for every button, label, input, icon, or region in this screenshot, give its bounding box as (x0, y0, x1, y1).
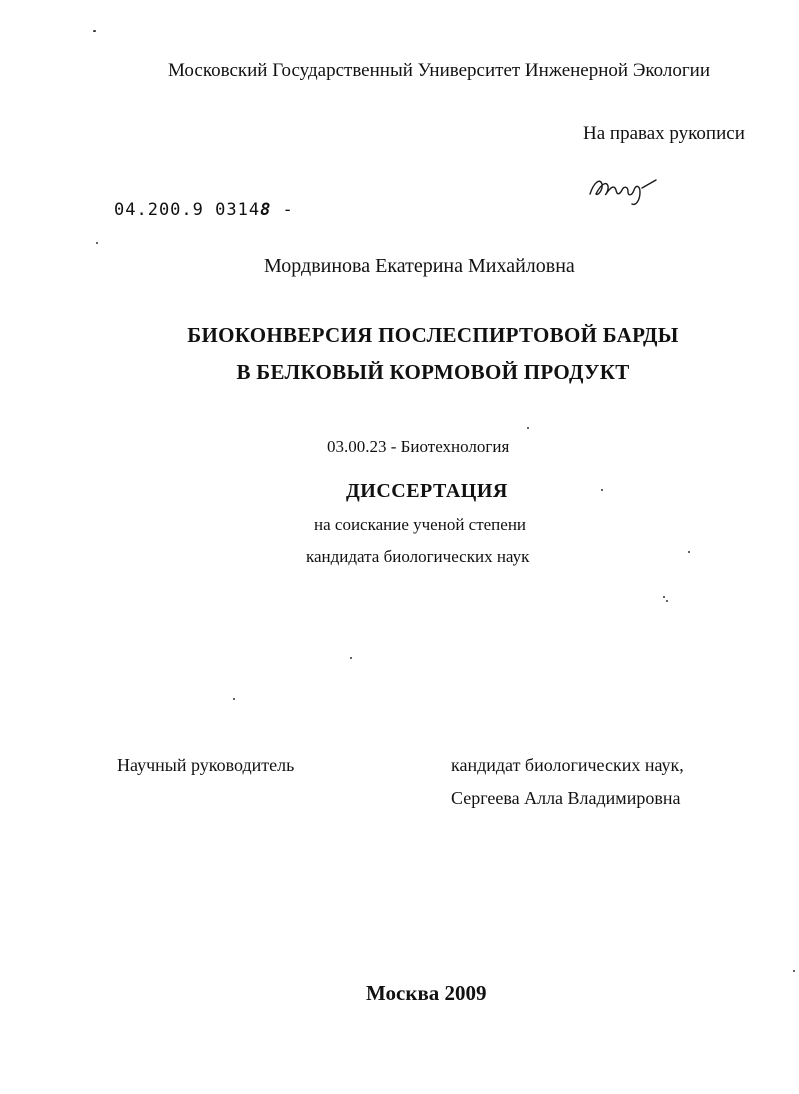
handwritten-signature (586, 170, 666, 210)
stamp-dash: - (271, 200, 294, 220)
scan-speck (663, 596, 665, 598)
supervisor-label: Научный руководитель (117, 755, 295, 775)
specialty-code: 03.00.23 - Биотехнология (327, 437, 510, 456)
rights-notice: На правах рукописи (583, 123, 745, 144)
degree-line-1: на соискание ученой степени (314, 515, 527, 534)
scan-speck (93, 30, 96, 32)
stamp-suffix: 8 (260, 200, 272, 220)
scan-speck (527, 427, 529, 429)
scan-speck (793, 970, 795, 972)
author-name: Мордвинова Екатерина Михайловна (264, 255, 575, 277)
scan-speck (350, 657, 352, 659)
registration-stamp (114, 200, 294, 220)
supervisor-degree: кандидат биологических наук, (451, 755, 684, 775)
scan-speck (601, 489, 603, 491)
scan-speck (688, 551, 690, 553)
scan-speck (233, 698, 235, 700)
scan-speck (96, 242, 98, 244)
title-line-2: В БЕЛКОВЫЙ КОРМОВОЙ ПРОДУКТ (236, 360, 630, 384)
degree-line-2: кандидата биологических наук (306, 547, 530, 566)
scan-speck (666, 600, 668, 602)
stamp-number: 04.200.9 0314 (114, 200, 261, 220)
city-year: Москва 2009 (366, 981, 487, 1005)
supervisor-name: Сергеева Алла Владимировна (451, 788, 681, 808)
title-line-1: БИОКОНВЕРСИЯ ПОСЛЕСПИРТОВОЙ БАРДЫ (187, 323, 679, 347)
document-type: ДИССЕРТАЦИЯ (346, 480, 508, 502)
university-name: Московский Государственный Университет Инженерной Экологии (168, 60, 710, 81)
